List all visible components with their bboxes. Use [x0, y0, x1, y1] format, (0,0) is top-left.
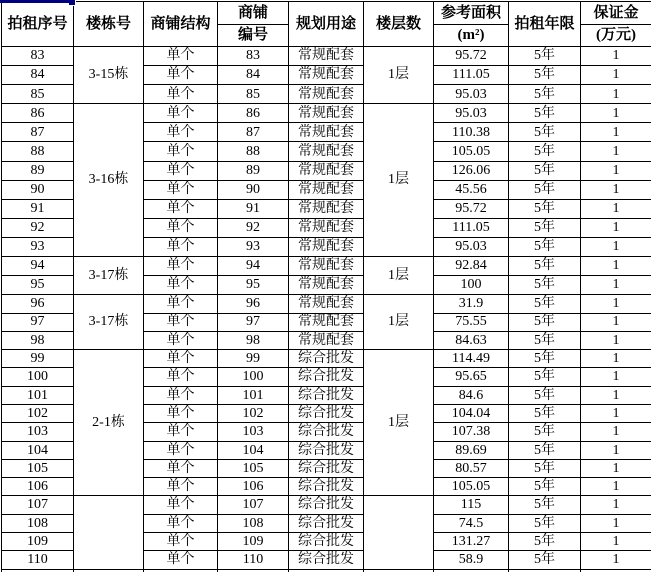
- deposit-cell[interactable]: 1: [581, 295, 651, 313]
- floors-cell[interactable]: 1层: [364, 350, 434, 496]
- structure-cell[interactable]: 单个: [144, 276, 218, 295]
- shop-no-cell[interactable]: 103: [218, 423, 289, 441]
- structure-cell[interactable]: 单个: [144, 123, 218, 142]
- use-cell[interactable]: 常规配套: [289, 257, 364, 276]
- use-cell[interactable]: 常规配套: [289, 123, 364, 142]
- area-cell[interactable]: 84.63: [434, 331, 509, 349]
- floors-cell[interactable]: 1层: [364, 104, 434, 257]
- structure-cell[interactable]: 单个: [144, 180, 218, 199]
- building-cell[interactable]: 3-15栋: [74, 47, 144, 104]
- structure-cell[interactable]: 单个: [144, 142, 218, 161]
- structure-cell[interactable]: 单个: [144, 496, 218, 514]
- area-cell[interactable]: 74.5: [434, 514, 509, 532]
- shop-no-cell[interactable]: 94: [218, 257, 289, 276]
- area-cell[interactable]: 107.38: [434, 423, 509, 441]
- use-cell[interactable]: 常规配套: [289, 295, 364, 313]
- shop-no-cell[interactable]: 92: [218, 218, 289, 237]
- deposit-cell[interactable]: 1: [581, 441, 651, 459]
- term-cell[interactable]: 5年: [509, 161, 581, 180]
- table-body-top: [2, 47, 651, 295]
- seq-cell[interactable]: 99: [2, 350, 74, 368]
- term-cell[interactable]: 5年: [509, 514, 581, 532]
- seq-cell[interactable]: 108: [2, 514, 74, 532]
- shop-no-cell[interactable]: 97: [218, 313, 289, 331]
- structure-cell[interactable]: 单个: [144, 66, 218, 85]
- term-cell[interactable]: 5年: [509, 350, 581, 368]
- term-cell[interactable]: 5年: [509, 237, 581, 256]
- term-cell[interactable]: 5年: [509, 386, 581, 404]
- deposit-cell[interactable]: 1: [581, 533, 651, 551]
- seq-cell[interactable]: 100: [2, 368, 74, 386]
- use-cell[interactable]: 常规配套: [289, 66, 364, 85]
- structure-cell[interactable]: 单个: [144, 47, 218, 66]
- deposit-cell[interactable]: 1: [581, 331, 651, 349]
- area-cell[interactable]: 95.03: [434, 104, 509, 123]
- structure-cell[interactable]: 单个: [144, 514, 218, 532]
- use-cell[interactable]: 常规配套: [289, 85, 364, 104]
- area-cell[interactable]: 111.05: [434, 66, 509, 85]
- deposit-cell[interactable]: 1: [581, 218, 651, 237]
- use-cell[interactable]: 综合批发: [289, 551, 364, 569]
- use-cell[interactable]: 综合批发: [289, 386, 364, 404]
- term-cell[interactable]: 5年: [509, 478, 581, 496]
- term-cell[interactable]: 5年: [509, 313, 581, 331]
- seq-cell[interactable]: 106: [2, 478, 74, 496]
- seq-cell[interactable]: 102: [2, 405, 74, 423]
- seq-cell[interactable]: 94: [2, 257, 74, 276]
- structure-cell[interactable]: 单个: [144, 478, 218, 496]
- structure-cell[interactable]: 单个: [144, 218, 218, 237]
- shop-no-cell[interactable]: 96: [218, 295, 289, 313]
- deposit-cell[interactable]: 1: [581, 551, 651, 569]
- area-cell[interactable]: 131.27: [434, 533, 509, 551]
- deposit-cell[interactable]: 1: [581, 496, 651, 514]
- area-cell[interactable]: 100: [434, 276, 509, 295]
- shop-no-cell[interactable]: 106: [218, 478, 289, 496]
- seq-cell[interactable]: 110: [2, 551, 74, 569]
- seq-cell[interactable]: 93: [2, 237, 74, 256]
- shop-no-cell[interactable]: 93: [218, 237, 289, 256]
- term-cell[interactable]: 5年: [509, 276, 581, 295]
- use-cell[interactable]: 常规配套: [289, 218, 364, 237]
- deposit-cell[interactable]: 1: [581, 199, 651, 218]
- deposit-cell[interactable]: 1: [581, 257, 651, 276]
- term-cell[interactable]: 5年: [509, 368, 581, 386]
- structure-cell[interactable]: 单个: [144, 405, 218, 423]
- structure-cell[interactable]: 单个: [144, 237, 218, 256]
- header-seq[interactable]: 拍租序号: [2, 2, 74, 47]
- deposit-cell[interactable]: 1: [581, 66, 651, 85]
- use-cell[interactable]: 常规配套: [289, 180, 364, 199]
- use-cell[interactable]: 常规配套: [289, 199, 364, 218]
- shop-no-cell[interactable]: 87: [218, 123, 289, 142]
- shop-no-cell[interactable]: 85: [218, 85, 289, 104]
- seq-cell[interactable]: 88: [2, 142, 74, 161]
- deposit-cell[interactable]: 1: [581, 478, 651, 496]
- seq-cell[interactable]: 84: [2, 66, 74, 85]
- structure-cell[interactable]: 单个: [144, 386, 218, 404]
- seq-cell[interactable]: 86: [2, 104, 74, 123]
- area-cell[interactable]: 45.56: [434, 180, 509, 199]
- table-row: [2, 295, 651, 313]
- term-cell[interactable]: 5年: [509, 459, 581, 477]
- deposit-cell[interactable]: 1: [581, 47, 651, 66]
- table-row: [2, 496, 651, 514]
- term-cell[interactable]: 5年: [509, 218, 581, 237]
- shop-no-cell[interactable]: 95: [218, 276, 289, 295]
- shop-no-cell[interactable]: 104: [218, 441, 289, 459]
- structure-cell[interactable]: 单个: [144, 551, 218, 569]
- deposit-cell[interactable]: 1: [581, 313, 651, 331]
- seq-cell[interactable]: 105: [2, 459, 74, 477]
- seq-cell[interactable]: 90: [2, 180, 74, 199]
- deposit-cell[interactable]: 1: [581, 161, 651, 180]
- area-cell[interactable]: 58.9: [434, 551, 509, 569]
- deposit-cell[interactable]: 1: [581, 368, 651, 386]
- use-cell[interactable]: 综合批发: [289, 350, 364, 368]
- header-term[interactable]: 拍租年限: [509, 2, 581, 47]
- header-area-line2[interactable]: (m²): [434, 24, 509, 47]
- area-cell[interactable]: 95.72: [434, 47, 509, 66]
- deposit-cell[interactable]: 1: [581, 180, 651, 199]
- header-floors[interactable]: 楼层数: [364, 2, 434, 47]
- seq-cell[interactable]: 103: [2, 423, 74, 441]
- floors-cell[interactable]: [364, 496, 434, 569]
- structure-cell[interactable]: 单个: [144, 161, 218, 180]
- deposit-cell[interactable]: 1: [581, 276, 651, 295]
- deposit-cell[interactable]: 1: [581, 423, 651, 441]
- structure-cell[interactable]: 单个: [144, 423, 218, 441]
- shop-no-cell[interactable]: 100: [218, 368, 289, 386]
- structure-cell[interactable]: 单个: [144, 199, 218, 218]
- seq-cell[interactable]: 97: [2, 313, 74, 331]
- use-cell[interactable]: 常规配套: [289, 142, 364, 161]
- use-cell[interactable]: 常规配套: [289, 331, 364, 349]
- use-cell[interactable]: 常规配套: [289, 237, 364, 256]
- term-cell[interactable]: 5年: [509, 47, 581, 66]
- shop-no-cell[interactable]: 102: [218, 405, 289, 423]
- shop-no-cell[interactable]: 91: [218, 199, 289, 218]
- header-structure[interactable]: 商铺结构: [144, 2, 218, 47]
- seq-cell[interactable]: 101: [2, 386, 74, 404]
- shop-no-cell[interactable]: 83: [218, 47, 289, 66]
- deposit-cell[interactable]: 1: [581, 459, 651, 477]
- area-cell[interactable]: 31.9: [434, 295, 509, 313]
- selection-border: [0, 0, 71, 3]
- shop-no-cell[interactable]: 110: [218, 551, 289, 569]
- deposit-cell[interactable]: 1: [581, 237, 651, 256]
- table-row: [2, 350, 651, 368]
- deposit-cell[interactable]: 1: [581, 405, 651, 423]
- seq-cell[interactable]: 83: [2, 47, 74, 66]
- use-cell[interactable]: 常规配套: [289, 276, 364, 295]
- term-cell[interactable]: 5年: [509, 405, 581, 423]
- term-cell[interactable]: 5年: [509, 441, 581, 459]
- use-cell[interactable]: 常规配套: [289, 161, 364, 180]
- term-cell[interactable]: 5年: [509, 257, 581, 276]
- selection-fill-handle[interactable]: [69, 0, 76, 6]
- use-cell[interactable]: 综合批发: [289, 405, 364, 423]
- seq-cell[interactable]: 91: [2, 199, 74, 218]
- area-cell[interactable]: 111.05: [434, 218, 509, 237]
- area-cell[interactable]: 95.03: [434, 85, 509, 104]
- deposit-cell[interactable]: 1: [581, 350, 651, 368]
- term-cell[interactable]: 5年: [509, 199, 581, 218]
- shop-no-cell[interactable]: 108: [218, 514, 289, 532]
- use-cell[interactable]: 常规配套: [289, 313, 364, 331]
- term-cell[interactable]: 5年: [509, 85, 581, 104]
- term-cell[interactable]: 5年: [509, 104, 581, 123]
- table-row: [2, 104, 651, 123]
- deposit-cell[interactable]: 1: [581, 85, 651, 104]
- table-header: [2, 2, 651, 47]
- shop-no-cell[interactable]: 105: [218, 459, 289, 477]
- shop-no-cell[interactable]: 86: [218, 104, 289, 123]
- seq-cell[interactable]: 92: [2, 218, 74, 237]
- structure-cell[interactable]: 单个: [144, 368, 218, 386]
- structure-cell[interactable]: 单个: [144, 257, 218, 276]
- shop-no-cell[interactable]: 101: [218, 386, 289, 404]
- building-cell[interactable]: [74, 496, 144, 569]
- structure-cell[interactable]: 单个: [144, 313, 218, 331]
- use-cell[interactable]: 常规配套: [289, 47, 364, 66]
- building-cell[interactable]: 3-17栋: [74, 257, 144, 295]
- term-cell[interactable]: 5年: [509, 295, 581, 313]
- rental-table: [1, 1, 651, 572]
- term-cell[interactable]: 5年: [509, 533, 581, 551]
- shop-no-cell[interactable]: 109: [218, 533, 289, 551]
- area-cell[interactable]: 110.38: [434, 123, 509, 142]
- seq-cell[interactable]: 104: [2, 441, 74, 459]
- term-cell[interactable]: 5年: [509, 331, 581, 349]
- shop-no-cell[interactable]: 107: [218, 496, 289, 514]
- shop-no-cell[interactable]: 89: [218, 161, 289, 180]
- area-cell[interactable]: 75.55: [434, 313, 509, 331]
- header-shop-no-line2[interactable]: 编号: [218, 24, 289, 47]
- structure-cell[interactable]: 单个: [144, 441, 218, 459]
- use-cell[interactable]: 综合批发: [289, 459, 364, 477]
- deposit-cell[interactable]: 1: [581, 386, 651, 404]
- area-cell[interactable]: 126.06: [434, 161, 509, 180]
- header-use[interactable]: 规划用途: [289, 2, 364, 47]
- use-cell[interactable]: 综合批发: [289, 441, 364, 459]
- structure-cell[interactable]: 单个: [144, 85, 218, 104]
- term-cell[interactable]: 5年: [509, 551, 581, 569]
- header-shop-no-line1[interactable]: 商铺: [218, 2, 289, 25]
- term-cell[interactable]: 5年: [509, 496, 581, 514]
- header-area-line1[interactable]: 参考面积: [434, 2, 509, 25]
- deposit-cell[interactable]: 1: [581, 104, 651, 123]
- area-cell[interactable]: 89.69: [434, 441, 509, 459]
- use-cell[interactable]: 综合批发: [289, 423, 364, 441]
- seq-cell[interactable]: 95: [2, 276, 74, 295]
- use-cell[interactable]: 常规配套: [289, 104, 364, 123]
- term-cell[interactable]: 5年: [509, 180, 581, 199]
- area-cell[interactable]: 105.05: [434, 142, 509, 161]
- area-cell[interactable]: 95.03: [434, 237, 509, 256]
- area-cell[interactable]: 114.49: [434, 350, 509, 368]
- area-cell[interactable]: 105.05: [434, 478, 509, 496]
- seq-cell[interactable]: 87: [2, 123, 74, 142]
- table-body-bottom: [2, 295, 651, 569]
- header-row-1: [2, 2, 651, 25]
- seq-cell[interactable]: 109: [2, 533, 74, 551]
- structure-cell[interactable]: 单个: [144, 350, 218, 368]
- deposit-cell[interactable]: 1: [581, 123, 651, 142]
- area-cell[interactable]: 95.72: [434, 199, 509, 218]
- structure-cell[interactable]: 单个: [144, 533, 218, 551]
- shop-no-cell[interactable]: 88: [218, 142, 289, 161]
- structure-cell[interactable]: 单个: [144, 295, 218, 313]
- area-cell[interactable]: 104.04: [434, 405, 509, 423]
- seq-cell[interactable]: 85: [2, 85, 74, 104]
- seq-cell[interactable]: 89: [2, 161, 74, 180]
- seq-cell[interactable]: 98: [2, 331, 74, 349]
- area-cell[interactable]: 80.57: [434, 459, 509, 477]
- use-cell[interactable]: 综合批发: [289, 478, 364, 496]
- shop-no-cell[interactable]: 98: [218, 331, 289, 349]
- deposit-cell[interactable]: 1: [581, 142, 651, 161]
- area-cell[interactable]: 84.6: [434, 386, 509, 404]
- header-deposit-line2[interactable]: (万元): [581, 24, 651, 47]
- floors-cell[interactable]: 1层: [364, 295, 434, 350]
- term-cell[interactable]: 5年: [509, 142, 581, 161]
- structure-cell[interactable]: 单个: [144, 104, 218, 123]
- header-building[interactable]: 楼栋号: [74, 2, 144, 47]
- term-cell[interactable]: 5年: [509, 423, 581, 441]
- term-cell[interactable]: 5年: [509, 123, 581, 142]
- shop-no-cell[interactable]: 84: [218, 66, 289, 85]
- building-cell[interactable]: 3-16栋: [74, 104, 144, 257]
- shop-no-cell[interactable]: 90: [218, 180, 289, 199]
- shop-no-cell[interactable]: 99: [218, 350, 289, 368]
- seq-cell[interactable]: 96: [2, 295, 74, 313]
- floors-cell[interactable]: 1层: [364, 257, 434, 295]
- area-cell[interactable]: 95.65: [434, 368, 509, 386]
- use-cell[interactable]: 综合批发: [289, 533, 364, 551]
- header-deposit-line1[interactable]: 保证金: [581, 2, 651, 25]
- term-cell[interactable]: 5年: [509, 66, 581, 85]
- structure-cell[interactable]: 单个: [144, 331, 218, 349]
- structure-cell[interactable]: 单个: [144, 459, 218, 477]
- use-cell[interactable]: 综合批发: [289, 514, 364, 532]
- area-cell[interactable]: 92.84: [434, 257, 509, 276]
- seq-cell[interactable]: 107: [2, 496, 74, 514]
- building-cell[interactable]: 3-17栋: [74, 295, 144, 350]
- table-row: [2, 257, 651, 276]
- area-cell[interactable]: 115: [434, 496, 509, 514]
- table-row: [2, 47, 651, 66]
- use-cell[interactable]: 综合批发: [289, 496, 364, 514]
- use-cell[interactable]: 综合批发: [289, 368, 364, 386]
- floors-cell[interactable]: 1层: [364, 47, 434, 104]
- deposit-cell[interactable]: 1: [581, 514, 651, 532]
- building-cell[interactable]: 2-1栋: [74, 350, 144, 496]
